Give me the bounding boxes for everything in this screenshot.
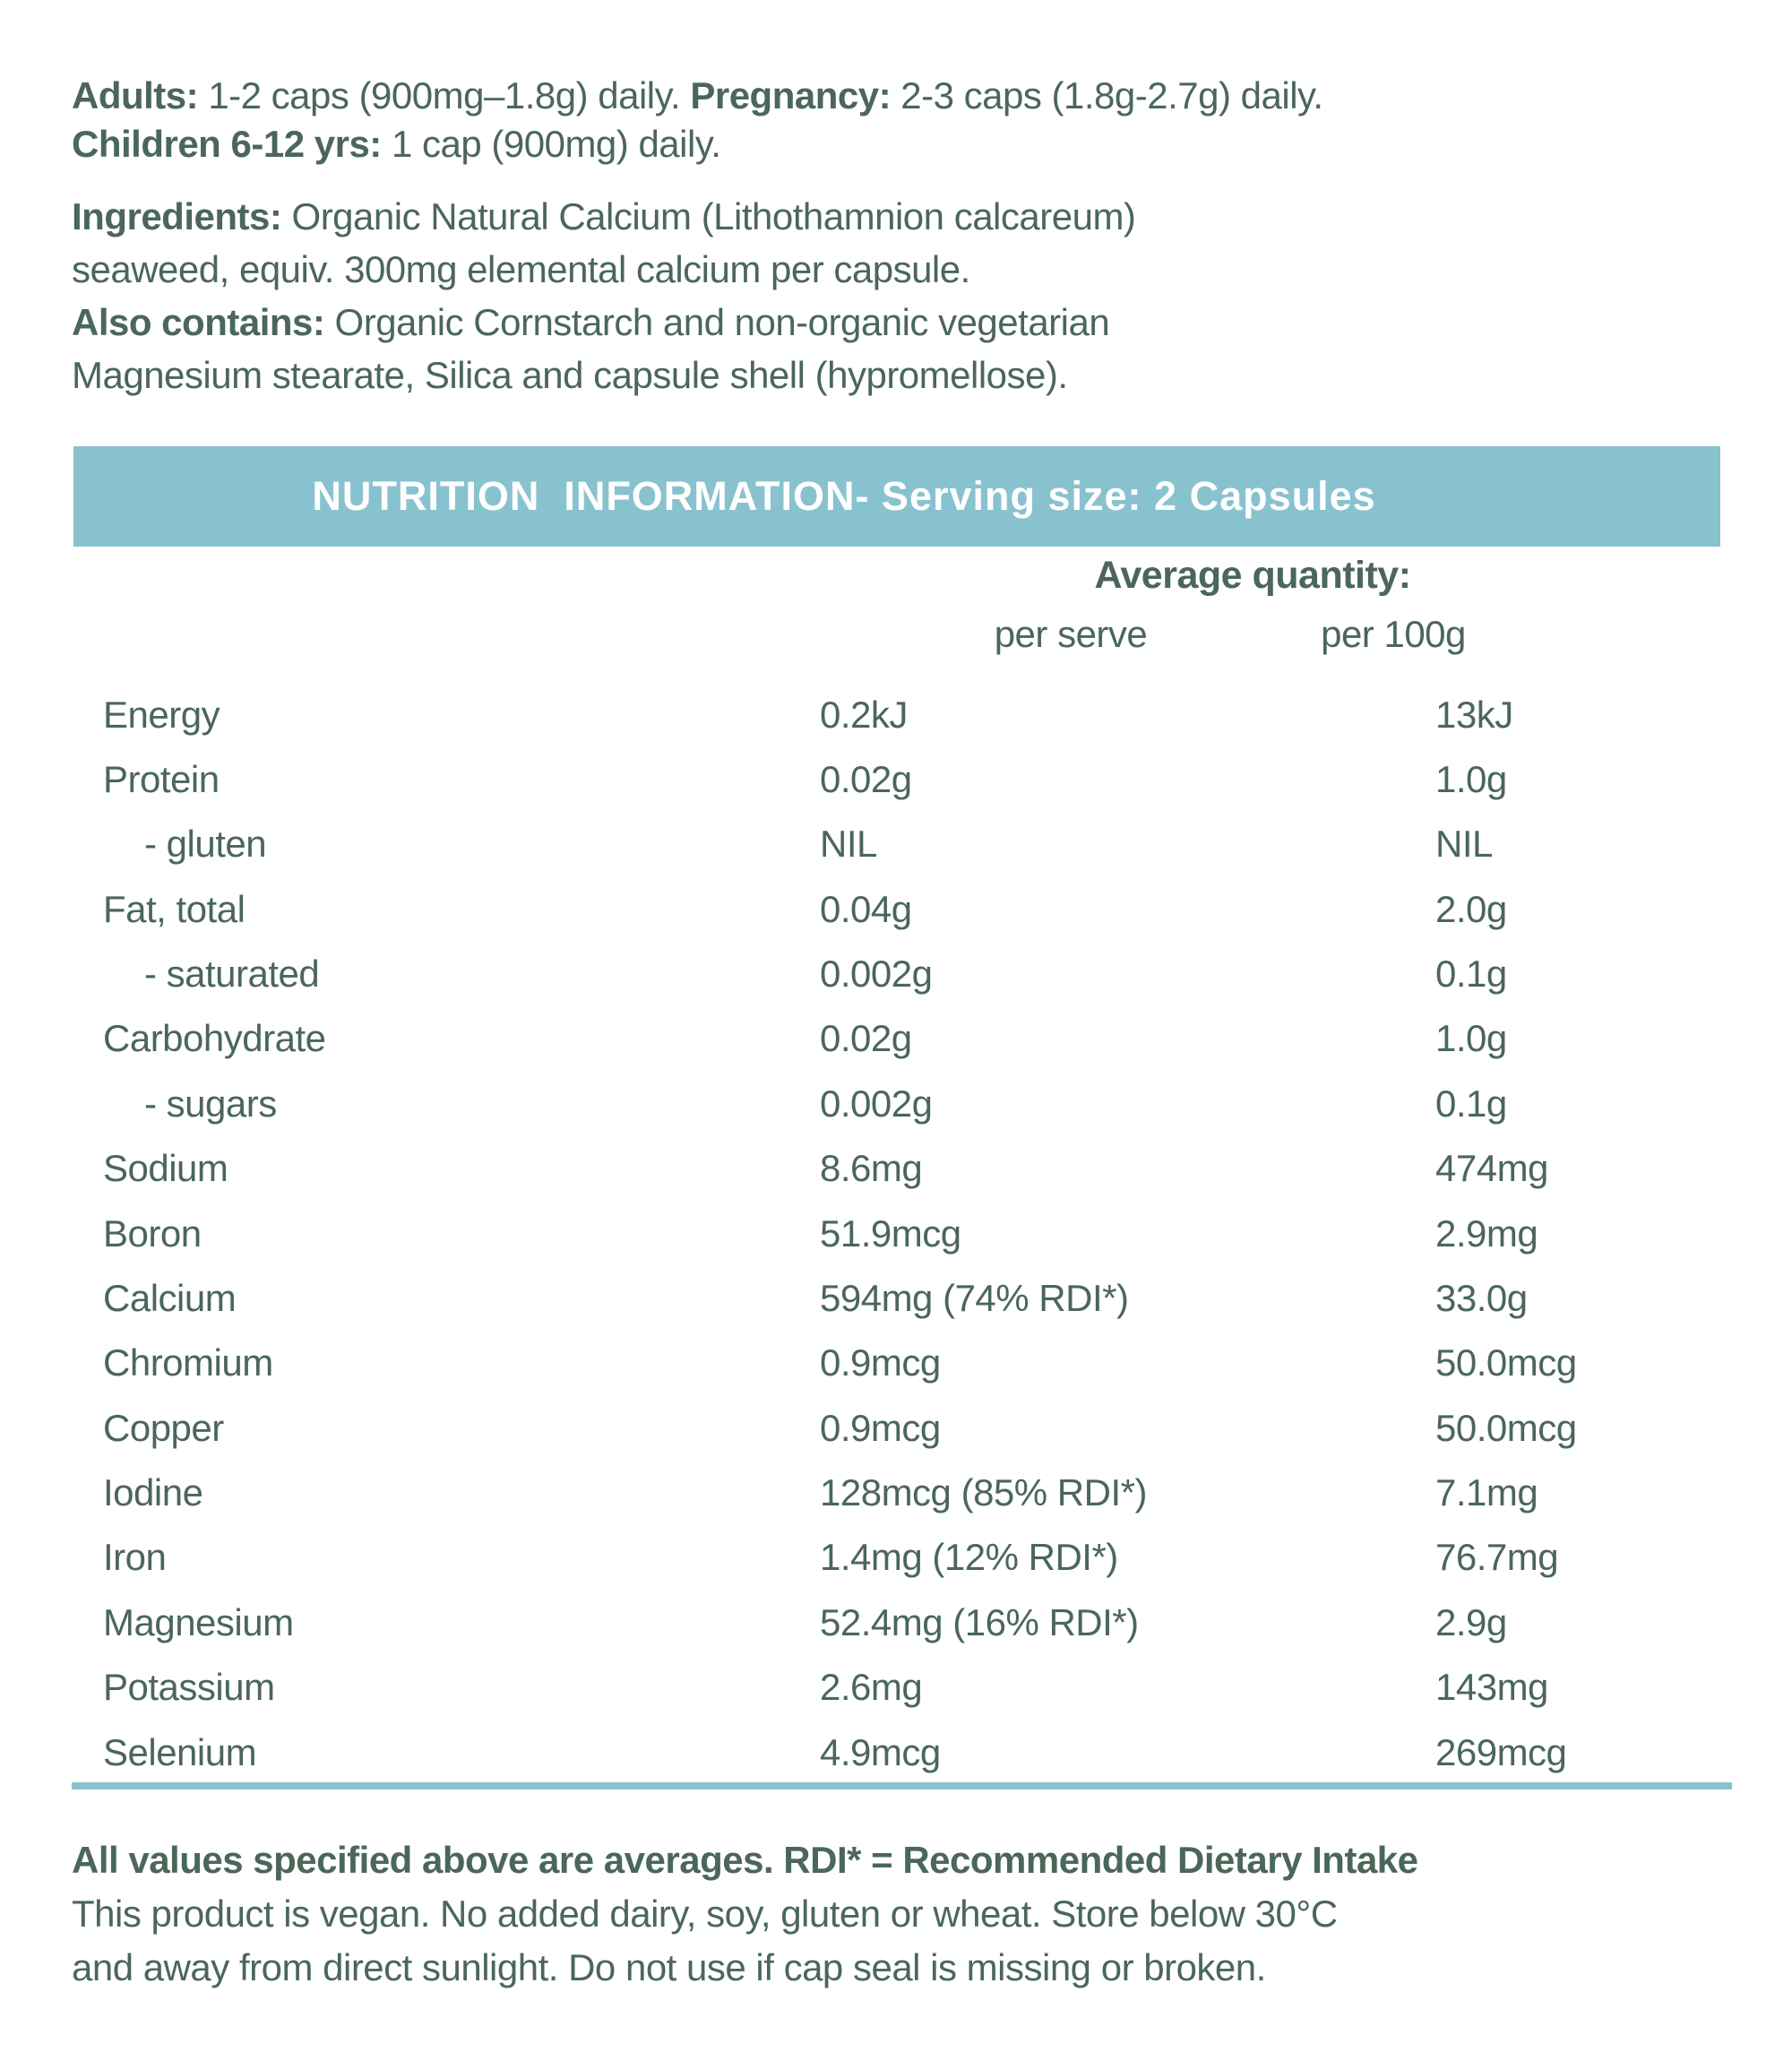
column-header-per-serve: per serve [994,613,1148,655]
text-line [72,296,1756,349]
value-per-serve: 4.9mcg [820,1730,941,1773]
text-line [72,72,1756,120]
value-per-serve: 2.6mg [820,1666,923,1709]
average-quantity-label: Average quantity: [1094,554,1411,597]
table-row [0,1135,1792,1201]
value-per-100g: 50.0mcg [1435,1406,1577,1449]
value-per-serve: 0.002g [820,1082,933,1125]
text-line [72,1833,1756,1887]
nutrient-name: - sugars [144,1082,277,1125]
value-per-serve: 51.9mcg [820,1212,961,1255]
value-per-serve: NIL [820,823,877,866]
text-line [72,120,1756,168]
text-line [72,1887,1756,1941]
value-per-serve: 0.002g [820,953,933,995]
value-per-100g: 1.0g [1435,1017,1507,1060]
nutrient-name: Carbohydrate [103,1017,326,1060]
footer-disclaimer-text [72,1833,1756,1995]
value-per-serve: 0.9mcg [820,1341,941,1384]
table-row [0,1460,1792,1525]
dosage-directions-text [72,72,1756,168]
value-per-serve: 52.4mg (16% RDI*) [820,1600,1139,1643]
text-run: Organic Natural Calcium (Lithothamnion calcareum) [291,195,1136,237]
table-row [0,811,1792,876]
table-row [0,1005,1792,1071]
value-per-serve: 0.02g [820,1017,912,1060]
table-row [0,1524,1792,1590]
value-per-serve: 0.2kJ [820,693,908,736]
nutrient-name: Protein [103,757,220,800]
nutrient-name: Iodine [103,1471,203,1513]
value-per-100g: 0.1g [1435,953,1507,995]
value-per-serve: 0.04g [820,887,912,930]
table-row [0,1265,1792,1331]
text-line [72,243,1756,296]
value-per-100g: 13kJ [1435,693,1513,736]
nutrient-name: Potassium [103,1666,275,1709]
value-per-100g: 2.9g [1435,1600,1507,1643]
value-per-100g: 7.1mg [1435,1471,1538,1513]
text-run: and away from direct sunlight. Do not use if cap seal is missing or broken. [72,1946,1266,1988]
text-line [72,349,1756,401]
table-row [0,876,1792,942]
nutrient-name: Boron [103,1212,202,1255]
nutrient-name: Selenium [103,1730,257,1773]
nutrient-name: Sodium [103,1147,228,1190]
text-run: This product is vegan. No added dairy, soy, gluten or wheat. Store below 30°C [72,1893,1338,1935]
text-run: 1-2 caps (900mg–1.8g) daily. [208,74,691,116]
table-row [0,682,1792,747]
value-per-100g: 269mcg [1435,1730,1567,1773]
value-per-serve: 8.6mg [820,1147,923,1190]
table-row [0,1395,1792,1461]
value-per-100g: 1.0g [1435,757,1507,800]
text-run: Ingredients: [72,195,292,237]
nutrient-name: Chromium [103,1341,273,1384]
nutrient-name: Iron [103,1536,167,1579]
nutrient-name: Energy [103,693,220,736]
nutrient-name: Copper [103,1406,224,1449]
text-run: seaweed, equiv. 300mg elemental calcium per capsule. [72,248,970,290]
value-per-100g: NIL [1435,823,1493,866]
text-run: Organic Cornstarch and non-organic vegetarian [334,301,1110,343]
value-per-100g: 76.7mg [1435,1536,1559,1579]
nutrient-name: Magnesium [103,1600,294,1643]
value-per-serve: 0.02g [820,757,912,800]
value-per-serve: 594mg (74% RDI*) [820,1276,1129,1319]
table-row [0,1330,1792,1395]
text-run: Magnesium stearate, Silica and capsule shell (hypromellose). [72,354,1068,396]
table-row [0,746,1792,812]
text-run: 2-3 caps (1.8g-2.7g) daily. [900,74,1323,116]
nutrient-name: - gluten [144,823,267,866]
value-per-100g: 2.9mg [1435,1212,1538,1255]
text-run: Adults: [72,74,209,116]
value-per-serve: 0.9mcg [820,1406,941,1449]
text-run: Children 6-12 yrs: [72,123,392,165]
text-run: Also contains: [72,301,335,343]
value-per-100g: 2.0g [1435,887,1507,930]
nutrient-name: - saturated [144,953,320,995]
ingredients-text [72,190,1756,401]
value-per-100g: 33.0g [1435,1276,1528,1319]
column-header-per-100g: per 100g [1321,613,1466,655]
value-per-serve: 128mcg (85% RDI*) [820,1471,1147,1513]
value-per-100g: 474mg [1435,1147,1548,1190]
nutrient-name: Fat, total [103,887,246,930]
table-bottom-rule [72,1782,1732,1789]
nutrition-information-header-bar [73,446,1720,547]
text-run: Pregnancy: [690,74,901,116]
text-run: All values specified above are averages. RDI* = Recommended Dietary Intake [72,1839,1418,1881]
table-row [0,1071,1792,1136]
text-run: 1 cap (900mg) daily. [391,123,721,165]
value-per-100g: 0.1g [1435,1082,1507,1125]
text-line [72,1941,1756,1995]
nutrient-name: Calcium [103,1276,237,1319]
table-row [0,1654,1792,1720]
nutrition-information-header-title: NUTRITION INFORMATION- Serving size: 2 Capsules [312,473,1376,519]
table-row [0,1590,1792,1655]
table-row [0,1720,1792,1785]
text-line [72,190,1756,243]
value-per-100g: 143mg [1435,1666,1548,1709]
value-per-100g: 50.0mcg [1435,1341,1577,1384]
table-row [0,941,1792,1006]
table-row [0,1201,1792,1266]
value-per-serve: 1.4mg (12% RDI*) [820,1536,1118,1579]
